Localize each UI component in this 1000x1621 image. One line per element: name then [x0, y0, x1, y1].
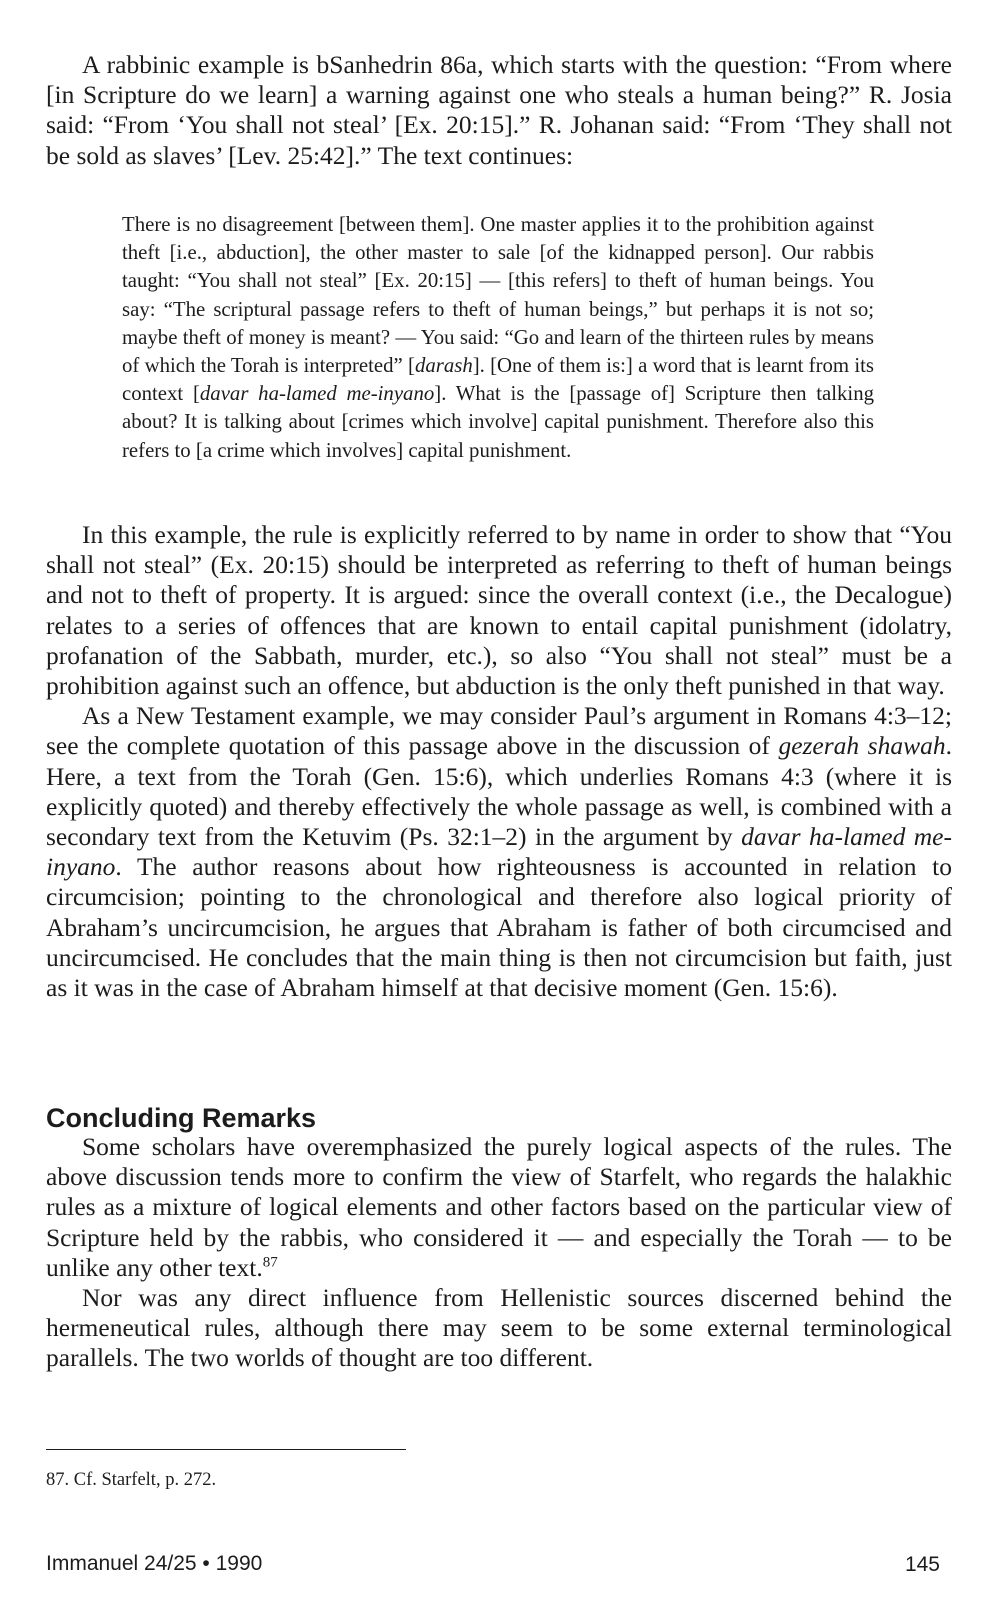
footnote-ref[interactable]: 87	[262, 1254, 278, 1271]
quote-part-2: ]. [One of them is:] a word that is learnt from its context [	[122, 354, 874, 406]
quote-part-3: ]. What is the [passage of] Scripture then talking about? It is talking about [crimes which involve] capital punishment. Therefore also this refers to [a crime which involves] capital punishment.	[122, 382, 875, 462]
paragraph-nt-example	[46, 701, 952, 1003]
page-number: 145	[904, 1553, 940, 1576]
paragraph-rule-explained: In this example, the rule is explicitly referred to by name in order to show that “You shall not steal” (Ex. 20:15) should be interpreted as referring to theft of human beings and not to theft of property. It is argued: since the overall context (i.e., the Decalogue) relates to a series of offences that are known to entail capital punishment (idolatry, profanation of the Sabbath, murder, etc.), so also “You shall not steal” must be a prohibition against such an offence, but abduction is the only theft punished in that way.	[46, 520, 952, 701]
body-section	[46, 520, 952, 1003]
footnote: 87. Cf. Starfelt, p. 272.	[46, 1470, 217, 1490]
running-footer: Immanuel 24/25 • 1990	[46, 1552, 263, 1575]
nt-part-3: . The author reasons about how righteousness is accounted in relation to circumcision; pointing to the chronological and therefore also logical priority of Abraham’s uncircumcision, he argues that Abraham is father of both circumcised and uncircumcised. He concludes that the main thing is then not circumcision but faith, just as it was in the case of Abraham himself at that decisive moment (Gen. 15:6).	[46, 852, 952, 1003]
paragraph-text: A rabbinic example is bSanhedrin 86a, which starts with the question: “From where [in Scripture do we learn] a warning against one who steals a human being?” R. Josia said: “From ‘You shall not steal’ [Ex. 20:15].” R. Johanan said: “From ‘They shall not be sold as slaves’ [Lev. 25:42].” The text continues:	[46, 50, 952, 170]
concluding-section	[46, 1132, 952, 1374]
paragraph-conclusion-2: Nor was any direct influence from Hellenistic sources discerned behind the hermeneutical rules, although there may seem to be some external terminological parallels. The two worlds of thought are too different.	[46, 1283, 952, 1373]
quote-text	[122, 211, 874, 465]
term-darash: darash	[414, 354, 473, 378]
footnote-divider	[46, 1449, 406, 1450]
section-heading: Concluding Remarks	[46, 1103, 317, 1133]
conclusion-text: Some scholars have overemphasized the purely logical aspects of the rules. The above discussion tends more to confirm the view of Starfelt, who regards the halakhic rules as a mixture of logical elements and other factors based on the particular view of Scripture held by the rabbis, who considered it — and especially the Torah — to be unlike any other text.	[46, 1132, 952, 1282]
nt-part-2: . Here, a text from the Torah (Gen. 15:6), which underlies Romans 4:3 (where it is explicitly quoted) and thereby effectively the whole passage as well, is combined with a secondary text from the Ketuvim (Ps. 32:1–2) in the argument by	[46, 731, 952, 852]
block-quote	[122, 211, 874, 465]
paragraph-conclusion-1	[46, 1132, 952, 1283]
nt-part-1: As a New Testament example, we may consider Paul’s argument in Romans 4:3–12; see the complete quotation of this passage above in the discussion of	[46, 701, 952, 761]
term-gezerah-shawah: gezerah shawah	[778, 731, 946, 761]
term-davar-ha-lamed: davar ha-lamed me-inyano	[46, 822, 952, 882]
quote-part-1: There is no disagreement [between them]. One master applies it to the prohibition against theft [i.e., abduction], the other master to sale [of the kidnapped person]. Our rabbis taught: “You shall not steal” [Ex. 20:15] — [this refers] to theft of human beings. You say: “The scriptural passage refers to theft of human beings,” but perhaps it is not so; maybe theft of money is meant? — You said: “Go and learn of the thirteen rules by means of which the Torah is interpreted” [	[122, 213, 874, 378]
term-davar-ha-lamed: davar ha-lamed me-inyano	[199, 382, 435, 406]
paragraph-intro	[46, 50, 952, 171]
